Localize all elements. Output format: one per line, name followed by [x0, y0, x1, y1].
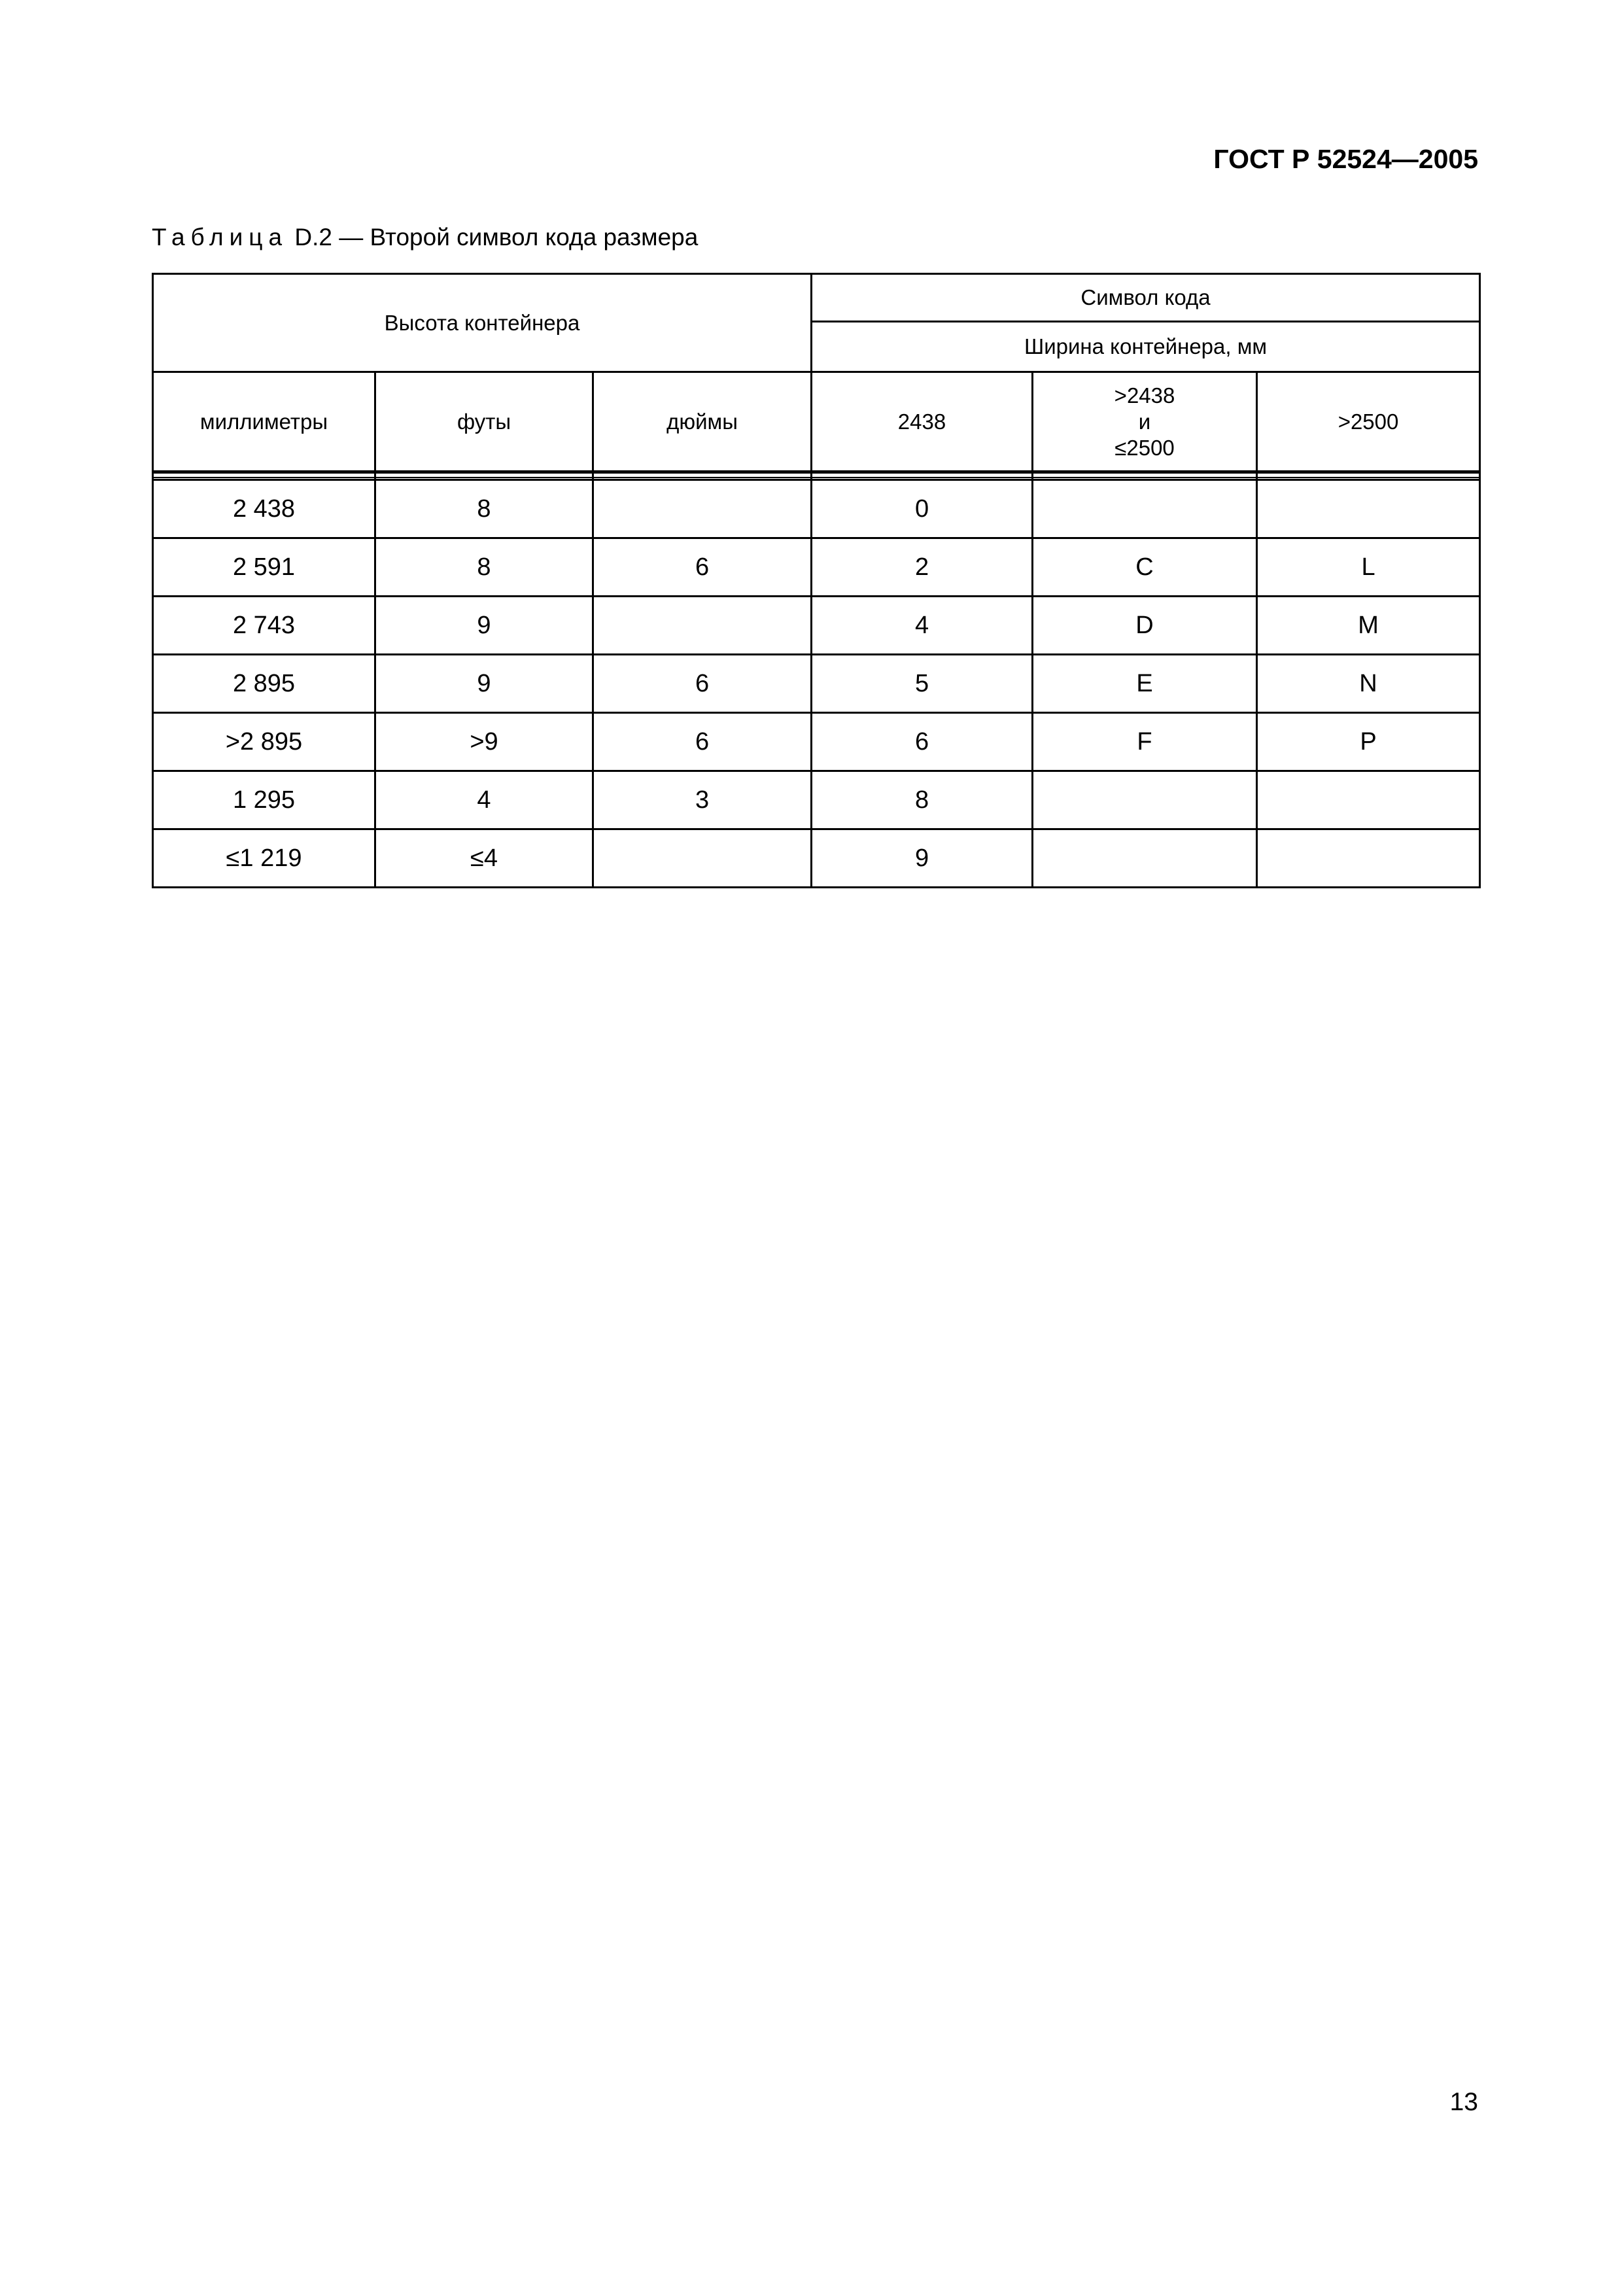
cell-w1: 5 — [812, 655, 1033, 713]
column-header-mm: миллиметры — [153, 372, 375, 472]
column-header-ft: футы — [375, 372, 593, 472]
cell-w2: C — [1033, 538, 1257, 597]
table-row — [153, 538, 1480, 597]
cell-w3: P — [1257, 713, 1480, 771]
cell-ft: 8 — [375, 480, 593, 538]
table-row — [153, 655, 1480, 713]
cell-w3: L — [1257, 538, 1480, 597]
column-header-w3: >2500 — [1257, 372, 1480, 472]
cell-w1: 8 — [812, 771, 1033, 829]
table-row — [153, 480, 1480, 538]
size-code-table — [152, 273, 1481, 888]
column-header-w1: 2438 — [812, 372, 1033, 472]
column-header-w2-line3: ≤2500 — [1114, 435, 1175, 460]
cell-mm: 2 438 — [153, 480, 375, 538]
cell-ft: 8 — [375, 538, 593, 597]
cell-w3: N — [1257, 655, 1480, 713]
page-number: 13 — [1449, 2088, 1478, 2116]
cell-w3: M — [1257, 597, 1480, 655]
cell-w1: 4 — [812, 597, 1033, 655]
cell-w3 — [1257, 829, 1480, 888]
cell-w1: 0 — [812, 480, 1033, 538]
cell-w2 — [1033, 480, 1257, 538]
column-header-w2 — [1033, 372, 1257, 472]
header-code-symbol: Символ кода — [812, 274, 1480, 322]
cell-w3 — [1257, 480, 1480, 538]
table-caption — [152, 224, 698, 251]
caption-prefix: Таблица — [152, 224, 288, 251]
cell-in: 6 — [593, 538, 812, 597]
caption-title: D.2 — Второй символ кода размера — [294, 224, 699, 251]
cell-in — [593, 829, 812, 888]
cell-ft: 9 — [375, 655, 593, 713]
cell-w2 — [1033, 829, 1257, 888]
cell-mm: ≤1 219 — [153, 829, 375, 888]
cell-w3 — [1257, 771, 1480, 829]
column-header-in: дюймы — [593, 372, 812, 472]
cell-ft: 4 — [375, 771, 593, 829]
cell-in: 6 — [593, 713, 812, 771]
cell-ft: ≤4 — [375, 829, 593, 888]
cell-ft: >9 — [375, 713, 593, 771]
cell-mm: 2 895 — [153, 655, 375, 713]
cell-in: 6 — [593, 655, 812, 713]
cell-w2 — [1033, 771, 1257, 829]
table-row — [153, 771, 1480, 829]
cell-w2: F — [1033, 713, 1257, 771]
column-header-w2-line1: >2438 — [1114, 383, 1175, 408]
document-id: ГОСТ Р 52524—2005 — [1213, 144, 1478, 174]
header-separator — [153, 472, 1480, 480]
cell-mm: 2 591 — [153, 538, 375, 597]
table-row — [153, 829, 1480, 888]
cell-w1: 9 — [812, 829, 1033, 888]
column-header-w2-line2: и — [1138, 409, 1151, 434]
cell-in — [593, 480, 812, 538]
header-container-width: Ширина контейнера, мм — [812, 322, 1480, 372]
cell-in: 3 — [593, 771, 812, 829]
cell-w2: E — [1033, 655, 1257, 713]
table-row — [153, 597, 1480, 655]
table-row — [153, 713, 1480, 771]
cell-in — [593, 597, 812, 655]
cell-mm: >2 895 — [153, 713, 375, 771]
header-container-height: Высота контейнера — [153, 274, 812, 372]
cell-mm: 2 743 — [153, 597, 375, 655]
cell-w1: 2 — [812, 538, 1033, 597]
cell-w2: D — [1033, 597, 1257, 655]
cell-mm: 1 295 — [153, 771, 375, 829]
cell-ft: 9 — [375, 597, 593, 655]
cell-w1: 6 — [812, 713, 1033, 771]
